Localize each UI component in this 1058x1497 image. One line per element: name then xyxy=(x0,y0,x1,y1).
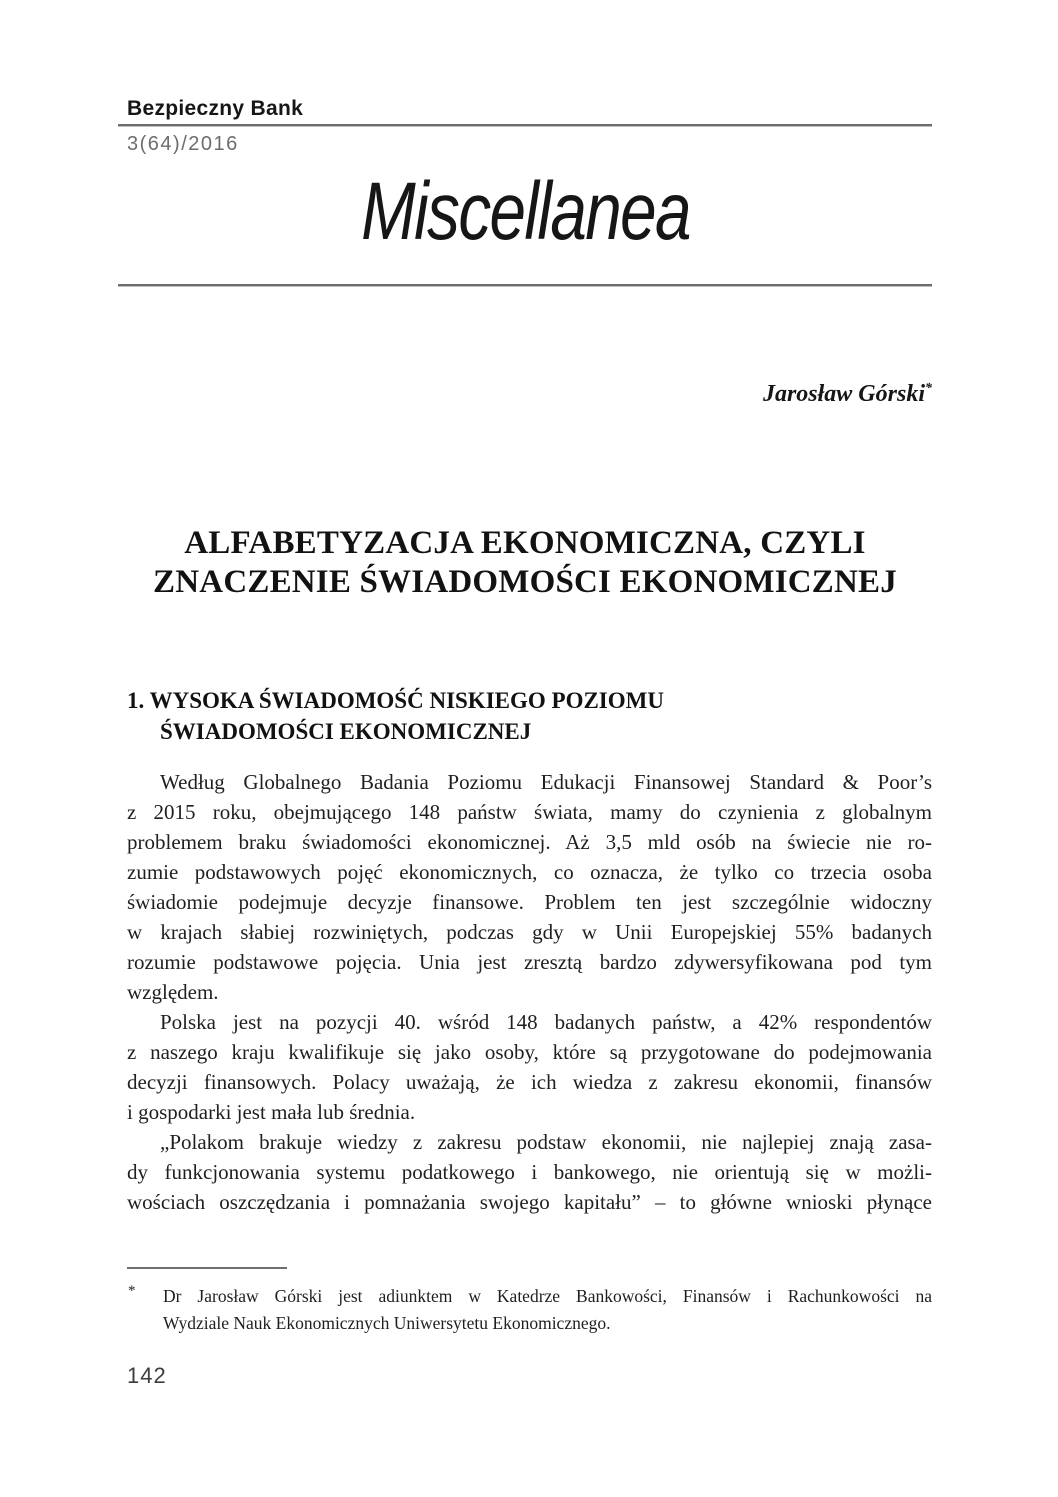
article-title xyxy=(118,524,932,602)
page-number: 142 xyxy=(127,1363,167,1388)
footnote-rule xyxy=(127,1267,287,1269)
footnote-line: Dr Jarosław Górski jest adiunktem w Katedrze Bankowości, Finansów i Rachunkowości na xyxy=(163,1286,932,1306)
section-heading xyxy=(127,685,932,747)
text-line: względem. xyxy=(127,980,219,1004)
footnote xyxy=(163,1283,932,1337)
footnote-line: Wydziale Nauk Ekonomicznych Uniwersytetu Ekonomicznego. xyxy=(163,1313,611,1333)
text-line: i gospodarki jest mała lub średnia. xyxy=(127,1100,416,1124)
article-title-line2: ZNACZENIE ŚWIADOMOŚCI EKONOMICZNEJ xyxy=(153,564,897,600)
issue-number: 3(64)/2016 xyxy=(127,133,239,155)
author-line xyxy=(763,381,932,408)
text-line: z naszego kraju kwalifikuje się jako osoby, które są przygotowane do podejmowania xyxy=(127,1040,932,1064)
text-line: decyzji finansowych. Polacy uważają, że ich wiedza z zakresu ekonomii, finansów xyxy=(127,1070,932,1094)
text-line: wościach oszczędzania i pomnażania swojego kapitału” – to główne wnioski płynące xyxy=(127,1190,932,1214)
text-line: problemem braku świadomości ekonomicznej. Aż 3,5 mld osób na świecie nie ro- xyxy=(127,830,932,854)
section-banner xyxy=(118,162,932,262)
text-line: rozumie podstawowe pojęcia. Unia jest zresztą bardzo zdywersyfikowana pod tym xyxy=(127,950,932,974)
footnote-symbol: * xyxy=(128,1283,136,1299)
text-line: Według Globalnego Badania Poziomu Edukacji Finansowej Standard & Poor’s xyxy=(160,770,932,794)
text-line: zumie podstawowych pojęć ekonomicznych, co oznacza, że tylko co trzecia osoba xyxy=(127,860,932,884)
paragraph-2 xyxy=(127,1007,932,1127)
section-banner-text: Miscellanea xyxy=(360,166,690,257)
text-line: dy funkcjonowania systemu podatkowego i bankowego, nie orientują się w możli- xyxy=(127,1160,932,1184)
header-rule xyxy=(118,124,932,126)
text-line: świadomie podejmuje decyzje finansowe. Problem ten jest szczególnie widoczny xyxy=(127,890,932,914)
body-text xyxy=(127,767,932,1217)
text-line: w krajach słabiej rozwiniętych, podczas gdy w Unii Europejskiej 55% badanych xyxy=(127,920,932,944)
author-name: Jarosław Górski xyxy=(762,381,925,407)
paragraph-3 xyxy=(127,1127,932,1217)
article-title-line1: ALFABETYZACJA EKONOMICZNA, CZYLI xyxy=(184,525,866,561)
author-footnote-mark: * xyxy=(925,381,932,396)
section-heading-line1: 1. WYSOKA ŚWIADOMOŚĆ NISKIEGO POZIOMU xyxy=(127,688,664,713)
text-line: Polska jest na pozycji 40. wśród 148 badanych państw, a 42% respondentów xyxy=(160,1010,932,1034)
journal-name: Bezpieczny Bank xyxy=(127,97,304,120)
text-line: „Polakom brakuje wiedzy z zakresu podstaw ekonomii, nie najlepiej znają zasa- xyxy=(160,1130,932,1154)
text-line: z 2015 roku, obejmującego 148 państw świata, mamy do czynienia z globalnym xyxy=(127,800,932,824)
banner-rule xyxy=(118,284,932,286)
paragraph-1 xyxy=(127,767,932,1007)
section-heading-line2: ŚWIADOMOŚCI EKONOMICZNEJ xyxy=(160,719,532,744)
